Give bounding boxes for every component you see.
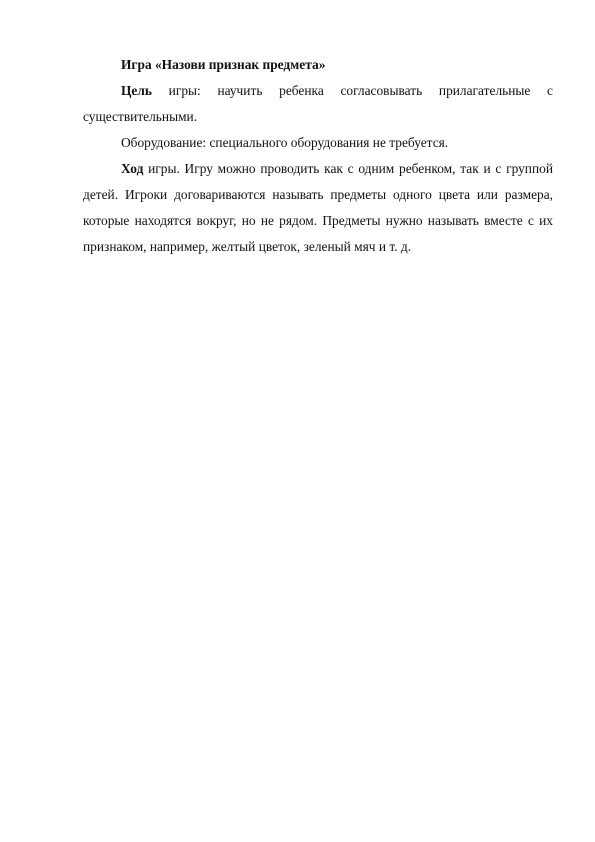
document-body [83,52,553,260]
course-label: Ход [121,161,144,176]
course-text: игры. Игру можно проводить как с одним ребенком, так и с группой детей. Игроки договариваются называть предметы одного цвета или размера, которые находятся вокруг, но не рядом. Предметы нужно называть вместе с их признаком, например, желтый цветок, зеленый мяч и т. д. [83,161,553,254]
goal-paragraph [83,78,553,130]
document-title: Игра «Назови признак предмета» [121,57,326,72]
course-paragraph [83,156,553,260]
equipment-paragraph: Оборудование: специального оборудования не требуется. [121,135,449,150]
goal-text: игры: научить ребенка согласовывать прилагательные с существительными. [83,83,553,124]
goal-label: Цель [121,83,152,98]
